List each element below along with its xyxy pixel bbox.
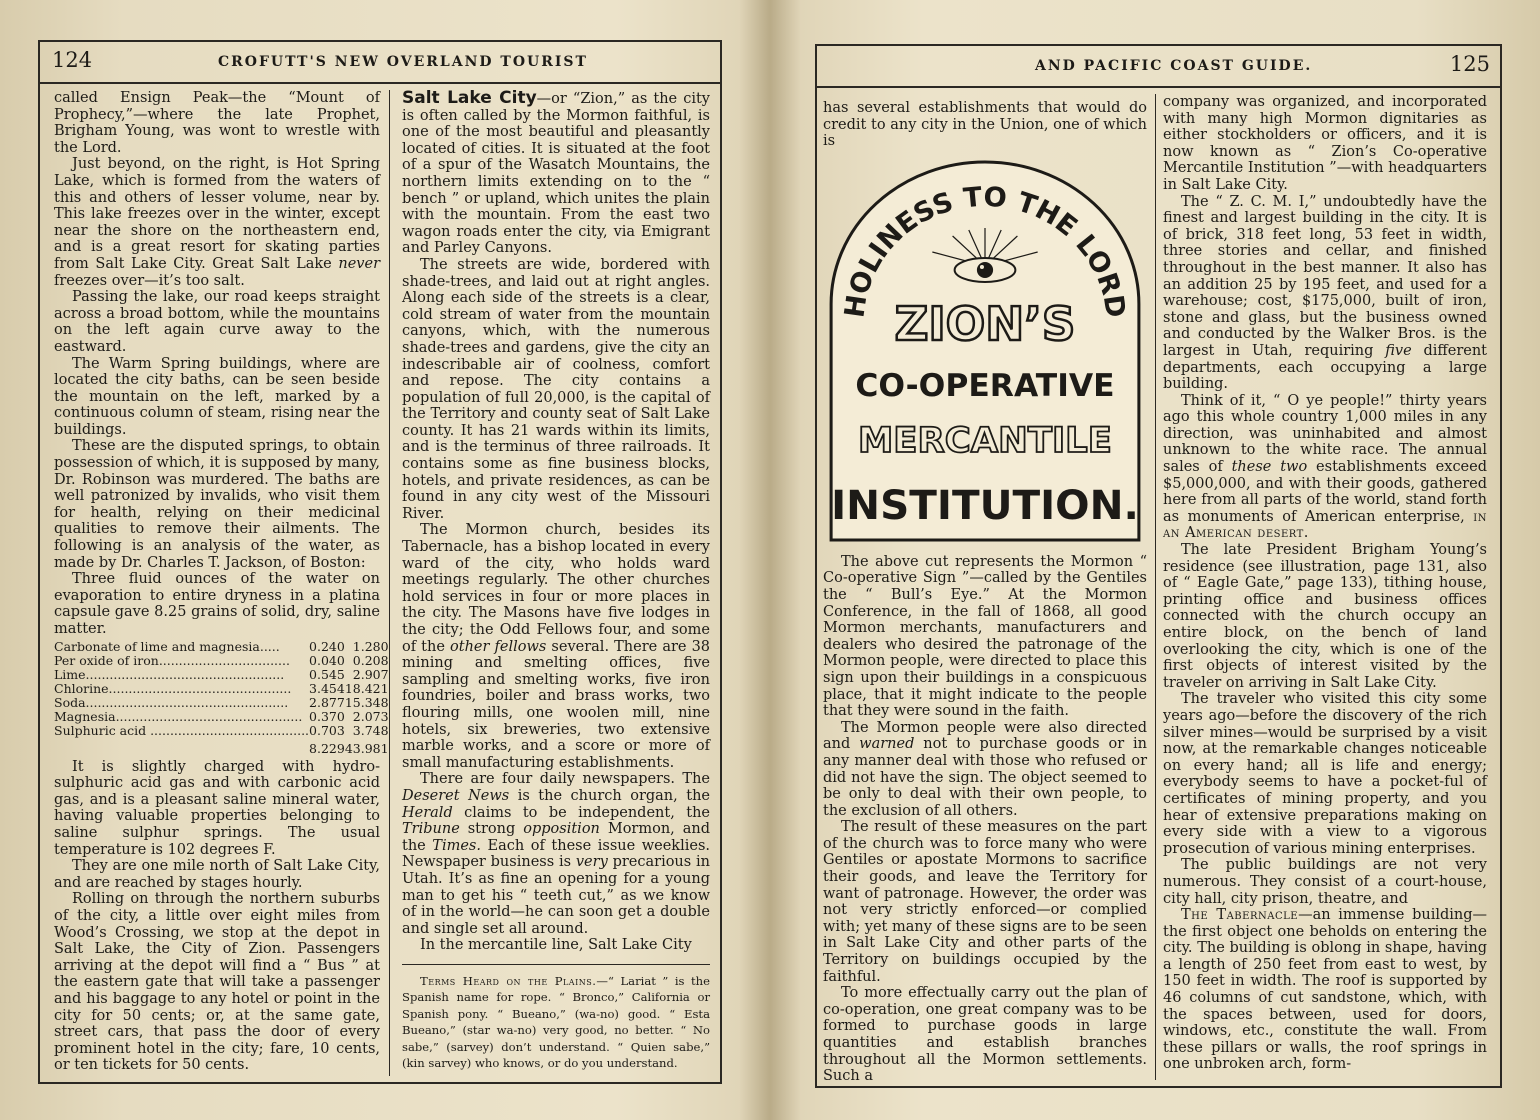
page-number: 125 (1449, 52, 1490, 76)
analysis-substance: Lime.................................................. (54, 666, 285, 682)
analysis-row (54, 724, 389, 738)
analysis-value: 0.040 (309, 652, 345, 668)
analysis-substance: Sulphuric acid ........................................ (54, 722, 310, 738)
analysis-value: 2.073 (352, 708, 389, 724)
right-column-2 (1163, 94, 1487, 1073)
analysis-substance: Carbonate of lime and magnesia..... (54, 638, 280, 654)
analysis-value: 0.703 (309, 722, 345, 738)
paragraph: The public buildings are not very numerous. They consist of a court-house, city hall, city prison, theatre, and (1163, 857, 1487, 907)
section-heading: Salt Lake City (402, 88, 537, 108)
paragraph: The Mormon church, besides its Tabernacle, has a bishop located in every ward of the city, who holds ward meetings regularly. The other churches hold services in four or more places in the city. The Masons have five lodges in the city; the Odd Fellows four, and some of the other fellows several. There are 38 mining and smelting offices, five sampling and smelting works, five iron foundries, boiler and brass works, two flouring mills, one woolen mill, nine hotels, six breweries, two extensive marble works, and a score or more of small manufacturing establishments. (402, 522, 711, 771)
analysis-substance: Soda................................................... (54, 694, 289, 710)
analysis-row (54, 640, 389, 654)
analysis-substance: Chlorine.............................................. (54, 680, 292, 696)
running-head (817, 46, 1500, 88)
running-title: CROFUTT'S NEW OVERLAND TOURIST (218, 54, 588, 70)
analysis-row (54, 654, 389, 668)
sign-line-institution: INSTITUTION. (831, 483, 1139, 529)
paragraph: The result of these measures on the part of the church was to force many who were Gentiles or apostate Mormons to sacrifice their goods, and leave the Territory for want of patronage. However, the order was not very strictly enforced—or complied with; yet many of these signs are to be seen in Salt Lake City and other parts of the Territory on buildings occupied by the faithful. (823, 819, 1147, 985)
paragraph: Salt Lake City—or “Zion,” as the city is often called by the Mormon faithful, is one of the most beautiful and pleasantly located of cities. It is situated at the foot of a spur of the Wasatch Mountains, the northern limits extending on to the “ bench ” or upland, which unites the plain with the mountain. From the east two wagon roads enter the city, via Emigrant and Parley Canyons. (402, 88, 710, 257)
right-page (775, 0, 1540, 1120)
paragraph: The above cut represents the Mormon “ Co-operative Sign ”—called by the Gentiles the “ Bull’s Eye.” At the Mormon Conference, in the fall of 1868, all good Mormon merchants, manufacturers and dealers who desired the patronage of the Mormon people, were directed to place this sign upon their buildings in a conspicuous place, that it might indicate to the people that they were sound in the faith. (823, 553, 1147, 720)
paragraph: company was organized, and incorporated with many high Mormon dignitaries as either stockholders or officers, and it is now known as “ Zion’s Co-operative Mercantile Institution ”—with headquarters in Salt Lake City. (1163, 94, 1487, 193)
analysis-value: 18.421 (344, 680, 389, 696)
left-column-1 (54, 90, 389, 1074)
paragraph: The traveler who visited this city some years ago—before the discovery of the rich silver mines—would be surprised by a visit now, at the remarkable changes noticeable on every hand; all is life and energy; everybody seems to have a pocket-ful of certificates of mining property, and you hear of extensive preparations making on every side with a view to a vigorous prosecution of various mining enterprises. (1163, 691, 1487, 857)
sign-svg (823, 154, 1147, 544)
water-analysis-table (54, 640, 389, 756)
paragraph: The late President Brigham Young’s residence (see illustration, page 131, also of “ Eagle Gate,” page 133), tithing house, printing office and business offices connected with the church occupy an entire block, on the bench of land overlooking the city, which is one of the first objects of interest visited by the traveler on arriving in Salt Lake City. (1163, 542, 1487, 691)
analysis-row (54, 696, 389, 710)
paragraph: It is slightly charged with hydro-sulphuric acid gas and with carbonic acid gas, and is a pleasant saline mineral water, having valuable properties belonging to saline sulphur springs. The usual temperature is 102 degrees F. (54, 758, 380, 858)
analysis-substance: Magnesia............................................... (54, 708, 303, 724)
paragraph: There are four daily newspapers. The Deseret News is the church organ, the Herald claims to be independent, the Tribune strong opposition Mormon, and the Times. Each of these issue weeklies. Newspaper business is very precarious in Utah. It’s as fine an opening for a young man to get his “ teeth cut,” as we know of in the world—he can soon get a double and single set all around. (402, 771, 710, 937)
paragraph: Passing the lake, our road keeps straight across a broad bottom, while the mountains on the left again curve away to the eastward. (54, 289, 380, 355)
paragraph: Rolling on through the northern suburbs of the city, a little over eight miles from Wood’s Crossing, we stop at the depot in Salt Lake, the City of Zion. Passengers arriving at the depot will find a “ Bus ” at the eastern gate that will take a passenger and his baggage to any hotel or point in the city for 50 cents; or, at the same gate, street cars, that pass the door of every prominent hotel in the city; fare, 10 cents, or ten tickets for 50 cents. (54, 891, 380, 1074)
analysis-row (54, 668, 389, 682)
paragraph: The “ Z. C. M. I,” undoubtedly have the finest and largest building in the city. It is of brick, 318 feet long, 53 feet in width, three stories and cellar, and finished throughout in the best manner. It also has an addition 25 by 195 feet, and used for a warehouse; cost, $175,000, built of iron, stone and glass, but the business owned and conducted by the Walker Bros. is the largest in Utah, requiring five different departments, each occupying a large building. (1163, 193, 1487, 393)
paragraph: Think of it, “ O ye people!” thirty years ago this whole country 1,000 miles in any direction, was uninhabited and almost unknown to the white race. The annual sales of these two establishments exceed $5,000,000, and with their goods, gathered here from all parts of the world, stand forth as monuments of American enterprise, in an American desert. (1163, 392, 1488, 542)
analysis-value: 15.348 (344, 694, 389, 710)
footnote: Terms Heard on the Plains.—“ Lariat ” is the Spanish name for rope. “ Bronco,” California or Spanish pony. “ Bueano,” (wa-no) good. “ Esta Bueano,” (star wa-no) very good, no better. “ No sabe,” (sarvey) don’t understand. “ Quien sabe,” (kin sarvey) who knows, or do you understand. (402, 973, 710, 1071)
total-b: 43.981 (344, 740, 389, 756)
paragraph: These are the disputed springs, to obtain possession of which, it is supposed by many, Dr. Robinson was murdered. The baths are well patronized by invalids, who visit them for health, relying on their medicinal qualities to remove their ailments. The following is an analysis of the water, as made by Dr. Charles T. Jackson, of Boston: (54, 438, 380, 571)
footnote-rule (402, 964, 710, 965)
running-title: AND PACIFIC COAST GUIDE. (1035, 58, 1313, 74)
analysis-row (54, 682, 389, 696)
paragraph: The Tabernacle—an immense building—the first object one beholds on entering the city. The building is oblong in shape, having a length of 250 feet from east to west, by 150 feet in width. The roof is supported by 46 columns of cut sandstone, which, with the spaces between, used for doors, windows, etc., constitute the wall. From these pillars or walls, the roof springs in one unbroken arch, form- (1163, 907, 1488, 1073)
page-number: 124 (52, 48, 93, 72)
paragraph: The Warm Spring buildings, where are located the city baths, can be seen beside the mountain on the left, marked by a continuous column of steam, rising near the buildings. (54, 355, 380, 438)
sign-line-zions: ZION’S (894, 297, 1076, 351)
zcmi-sign-illustration (823, 154, 1147, 544)
analysis-value: 1.280 (352, 638, 389, 654)
paragraph: To more effectually carry out the plan of co-operation, one great company was to be formed to purchase goods in large quantities and establish branches throughout all the Mormon settlements. Such a (823, 985, 1147, 1085)
analysis-value: 2.877 (309, 694, 345, 710)
analysis-total-row (54, 738, 389, 756)
running-head (40, 42, 720, 84)
tabernacle-heading: The Tabernacle (1181, 907, 1299, 924)
analysis-value: 0.208 (352, 652, 389, 668)
paragraph: Just beyond, on the right, is Hot Spring Lake, which is formed from the waters of this and others of lesser volume, near by. This lake freezes over in the winter, except near the shore on the northeastern end, and is a great resort for skating parties from Salt Lake City. Great Salt Lake never freezes over—it’s too salt. (54, 156, 380, 289)
column-divider (389, 90, 390, 1076)
analysis-row (54, 710, 389, 724)
right-column-1 (823, 100, 1147, 1085)
left-page (0, 0, 765, 1120)
sign-line-cooperative: CO-OPERATIVE (855, 367, 1115, 404)
paragraph: has several establishments that would do credit to any city in the Union, one of which is (823, 100, 1147, 150)
left-page-frame (38, 40, 722, 1084)
analysis-value: 3.454 (309, 680, 345, 696)
paragraph: The Mormon people were also directed and warned not to purchase goods or in any manner deal with those who refused or did not have the sign. The object seemed to be only to deal with their own people, to the exclusion of all others. (823, 719, 1148, 819)
paragraph: called Ensign Peak—the “Mount of Prophecy,”—where the late Prophet, Brigham Young, was wont to wrestle with the Lord. (54, 90, 380, 156)
paragraph: The streets are wide, bordered with shade-trees, and laid out at right angles. Along each side of the streets is a clear, cold stream of water from the mountain canyons, which, with the numerous shade-trees and gardens, give the city an indescribable air of coolness, comfort and repose. The city contains a population of full 20,000, is the capital of the Territory and county seat of Salt Lake county. It has 21 wards within its limits, and is the terminus of three railroads. It contains some as fine business blocks, hotels, and private residences, as can be found in any city west of the Missouri River. (402, 256, 710, 522)
sign-line-mercantile: MERCANTILE (858, 419, 1112, 461)
analysis-value: 0.240 (309, 638, 345, 654)
column-divider (1155, 94, 1156, 1080)
analysis-value: 2.907 (352, 666, 389, 682)
total-a: 8.229 (309, 740, 345, 756)
paragraph: In the mercantile line, Salt Lake City (420, 937, 692, 954)
analysis-value: 3.748 (352, 722, 389, 738)
sign-arc-text: HOLINESS TO THE LORD (839, 181, 1131, 320)
analysis-value: 0.370 (309, 708, 345, 724)
right-page-frame (815, 44, 1502, 1088)
paragraph: Three fluid ounces of the water on evaporation to entire dryness in a platina capsule gave 8.25 grains of solid, dry, saline matter. (54, 571, 380, 637)
analysis-substance: Per oxide of iron................................. (54, 652, 290, 668)
analysis-value: 0.545 (309, 666, 345, 682)
left-column-2 (402, 90, 710, 1072)
paragraph: They are one mile north of Salt Lake City, and are reached by stages hourly. (54, 858, 380, 891)
